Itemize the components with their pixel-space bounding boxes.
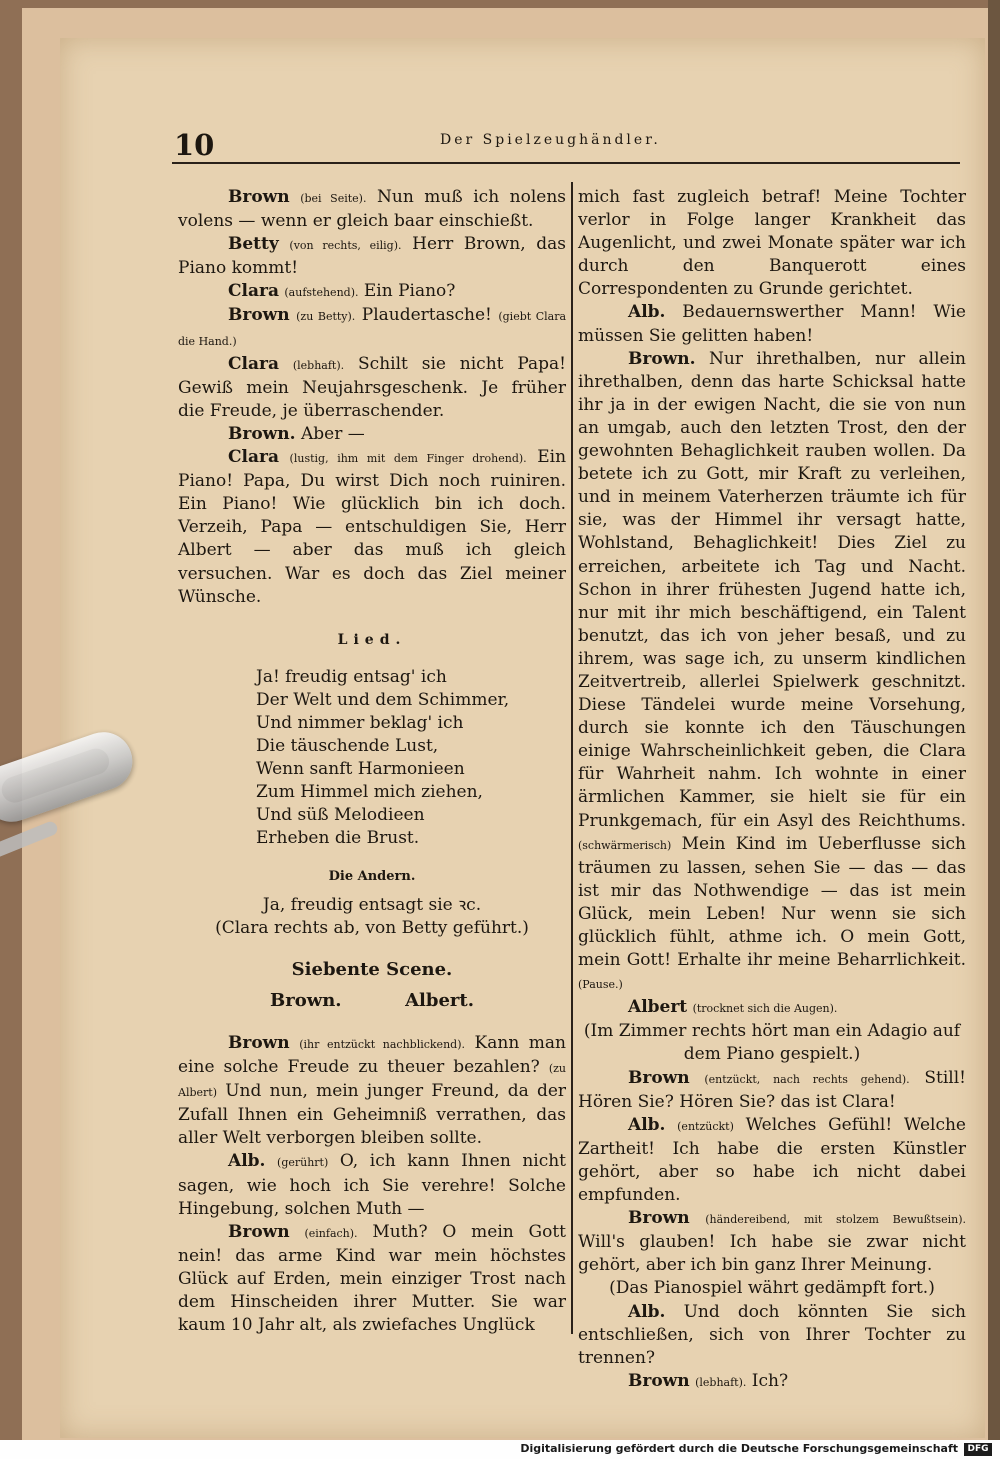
speaker: Brown [228,1221,290,1242]
paragraph [178,446,566,609]
running-title: Der Spielzeughändler. [440,132,661,148]
speaker: Clara [228,353,279,374]
paragraph [578,996,966,1020]
paragraph [178,280,566,304]
dialogue: Und nun, mein junger Freund, da der Zufall Ihnen ein Geheimniß verrathen, das aller Welt verborgen bleiben sollte. [178,1081,567,1149]
exit-direction: (Clara rechts ab, von Betty geführt.) [215,917,529,938]
funding-credit: Digitalisierung gefördert durch die Deutsche Forschungsgemeinschaft [520,1442,958,1455]
stage-direction: (händereibend, mit stolzem Bewußtsein). [705,1213,966,1227]
others-heading: Die Andern. [328,868,416,884]
paragraph [578,1301,966,1370]
stage-direction: (entzückt) [677,1119,734,1133]
dialogue: Muth? O mein Gott nein! das arme Kind war mein höchstes Glück auf Erden, mein einziger Trost nach dem Hinscheiden ihrer Mutter. Sie war kaum 10 Jahr alt, als zwiefaches Unglück [178,1221,567,1336]
stage-direction: (einfach). [304,1226,358,1240]
speaker: Clara [228,281,279,302]
header-rule [172,162,960,164]
dialogue: Schilt sie nicht Papa! Gewiß mein Neujahrsgeschenk. Je früher die Freude, je überraschender. [178,353,567,421]
scene-characters [178,989,566,1012]
footer-bar [0,1440,1000,1459]
dialogue: Und doch könnten Sie sich entschließen, sich von Ihrer Tochter zu trennen? [578,1301,966,1368]
stage-direction: (giebt Clara die Hand.) [178,310,567,348]
paragraph [178,353,566,423]
right-column [578,186,966,1394]
dialogue: Ein Piano? [363,281,456,302]
paragraph [178,1221,566,1337]
dialogue: Ein Piano! Papa, Du wirst Dich noch ruiniren. Ein Piano! Wie glücklich bin ich doch. Verzeih, Papa — entschuldigen Sie, Herr Albert — aber das muß ich gleich versuchen. War es doch das Ziel meiner Wünsche. [178,447,567,607]
stage-direction: (entzückt, nach rechts gehend). [704,1072,910,1086]
stage-direction: (bei Seite). [300,192,367,205]
stage-direction: (zu Albert) [178,1062,566,1100]
stage-direction: (gerührt) [277,1156,329,1170]
song-title: Lied. [337,631,407,648]
speaker: Brown. [628,348,696,369]
dialogue: Nur ihrethalben, nur allein ihrethalben, denn das harte Schicksal hatte ihr ja in der ewigen Nacht, die sie von nun an umgab, auch den letzten Trost, den der gewohnten Behaglichkeit rauben wollen. Da betete ich zu Gott, mir Kraft zu verleihen, und in meinem Vaterherzen träumte ich für sie, was der Himmel ihr versagt hatte, Wohlstand, Behaglichkeit! Dies Ziel zu erreichen, arbeitete ich Tag und Nacht. Schon in ihrer frühesten Jugend hatte ich, nur mit ihr mich beschäftigend, ein Talent benutzt, das ich von jeher besaß, und zu ihrem, was sage ich, zu unserm kindlichen Zeitvertreib, allerlei Spielwerk geschnitzt. Diese Tändelei wurde meine Vorsehung, durch sie konnte ich den Täuschungen einige Wahrscheinlichkeit geben, die Clara für Wahrheit nahm. Ich wohnte in einer ärmlichen Kammer, sie hielt sie für ein Prunkgemach, für ein Asyl des Reichthums. [578,348,966,831]
stage-direction: (Das Pianospiel währt gedämpft fort.) [609,1278,935,1299]
character-name: Albert. [405,989,474,1011]
dialogue: Bedauernswerther Mann! Wie müssen Sie gelitten haben! [578,302,966,346]
paragraph [578,1067,966,1114]
stage-direction: (Pause.) [578,978,623,992]
character-name: Brown. [270,989,342,1011]
verse-line: Der Welt und dem Schimmer, [256,689,510,710]
stage-direction: (zu Betty). [296,310,356,324]
speaker: Alb. [628,1301,666,1322]
stage-direction: (ihr entzückt nachblickend). [299,1038,465,1051]
paragraph [178,304,566,352]
stage-direction: (Im Zimmer rechts hört man ein Adagio auf dem Piano gespielt.) [583,1021,961,1065]
verse-line: Zum Himmel mich ziehen, [256,782,483,803]
stage-direction: (lustig, ihm mit dem Finger drohend). [289,452,527,466]
dfg-logo: DFG [964,1443,992,1456]
dialogue: Welches Gefühl! Welche Zartheit! Ich habe die ersten Künstler gehört, aber so habe ich nicht dabei empfunden. [578,1114,966,1206]
paragraph [178,1150,566,1220]
dialogue: Still! Hören Sie? Hören Sie? das ist Clara! [578,1067,967,1112]
dialogue: Plaudertasche! [361,305,492,326]
paragraph [578,348,966,997]
speaker: Brown [228,1033,290,1053]
speaker: Clara [228,447,279,468]
paragraph [578,301,966,347]
speaker: Betty [228,234,279,255]
dialogue: Aber — [300,423,365,444]
paragraph [178,186,566,233]
stage-direction: (aufstehend). [284,286,359,300]
stage-direction: (schwärmerisch) [578,838,672,852]
dialogue: Herr Brown, das Piano kommt! [178,234,567,279]
speaker: Alb. [628,1114,666,1135]
verse-line: Ja! freudig entsag' ich [256,666,447,687]
dialogue: Ich? [751,1370,789,1391]
paragraph [578,186,966,301]
speaker: Brown [628,1067,690,1088]
scene-title: Siebente Scene. [291,958,453,980]
verse-line: Wenn sanft Harmonieen [256,759,465,780]
dialogue: mich fast zugleich betraf! Meine Tochter verlor in Folge langer Krankheit das Augenlicht, und zwei Monate später war ich durch den Banquerott eines Correspondenten zu Grunde gerichtet. [578,187,966,300]
paragraph [178,423,566,446]
verse-line: Und nimmer beklag' ich [256,712,464,733]
paragraph [578,1370,966,1394]
paragraph [578,1114,966,1207]
paragraph [178,1032,566,1150]
speaker: Albert [628,997,688,1018]
dialogue: Kann man eine solche Freude zu theuer bezahlen? [178,1033,567,1078]
verse-line: Erheben die Brust. [256,828,420,849]
stage-direction: (lebhaft). [695,1375,747,1389]
dialogue: Mein Kind im Ueberflusse sich träumen zu lassen, sehen Sie — das — das ist mir das Nothwendige — das ist mein Glück, mein Leben! Nur wenn sie sich glücklich fühlt, athme ich. O mein Gott, mein Gott! Erhalte ihr meine Beharrlichkeit. [578,833,966,971]
page-number: 10 [174,128,215,162]
speaker: Brown [628,1208,690,1229]
column-rule [571,182,573,1334]
left-column [178,186,566,1337]
book-edge [988,0,1000,1440]
dialogue: Will's glauben! Ich habe sie zwar nicht gehört, aber ich bin ganz Ihrer Meinung. [578,1232,966,1276]
speaker: Alb. [628,302,666,323]
speaker: Brown [228,305,290,326]
song-verse [178,666,566,851]
verse-line: Und süß Melodieen [256,805,425,826]
stage-direction: (trocknet sich die Augen). [692,1002,838,1016]
verse-line: Die täuschende Lust, [256,736,439,757]
stage-direction: (lebhaft). [292,358,345,372]
speaker: Alb. [228,1151,266,1172]
stage-direction: (von rechts, eilig). [289,239,402,253]
dialogue: Nun muß ich nolens volens — wenn er gleich baar einschießt. [178,187,567,232]
speaker: Brown [228,187,290,207]
paragraph [178,233,566,280]
speaker: Brown. [228,423,296,444]
others-line: Ja, freudig entsagt sie ꝛc. [262,894,482,915]
dialogue: O, ich kann Ihnen nicht sagen, wie hoch ich Sie verehre! Solche Hingebung, solchen Muth — [178,1151,567,1219]
speaker: Brown [628,1370,690,1391]
paragraph [578,1207,966,1277]
